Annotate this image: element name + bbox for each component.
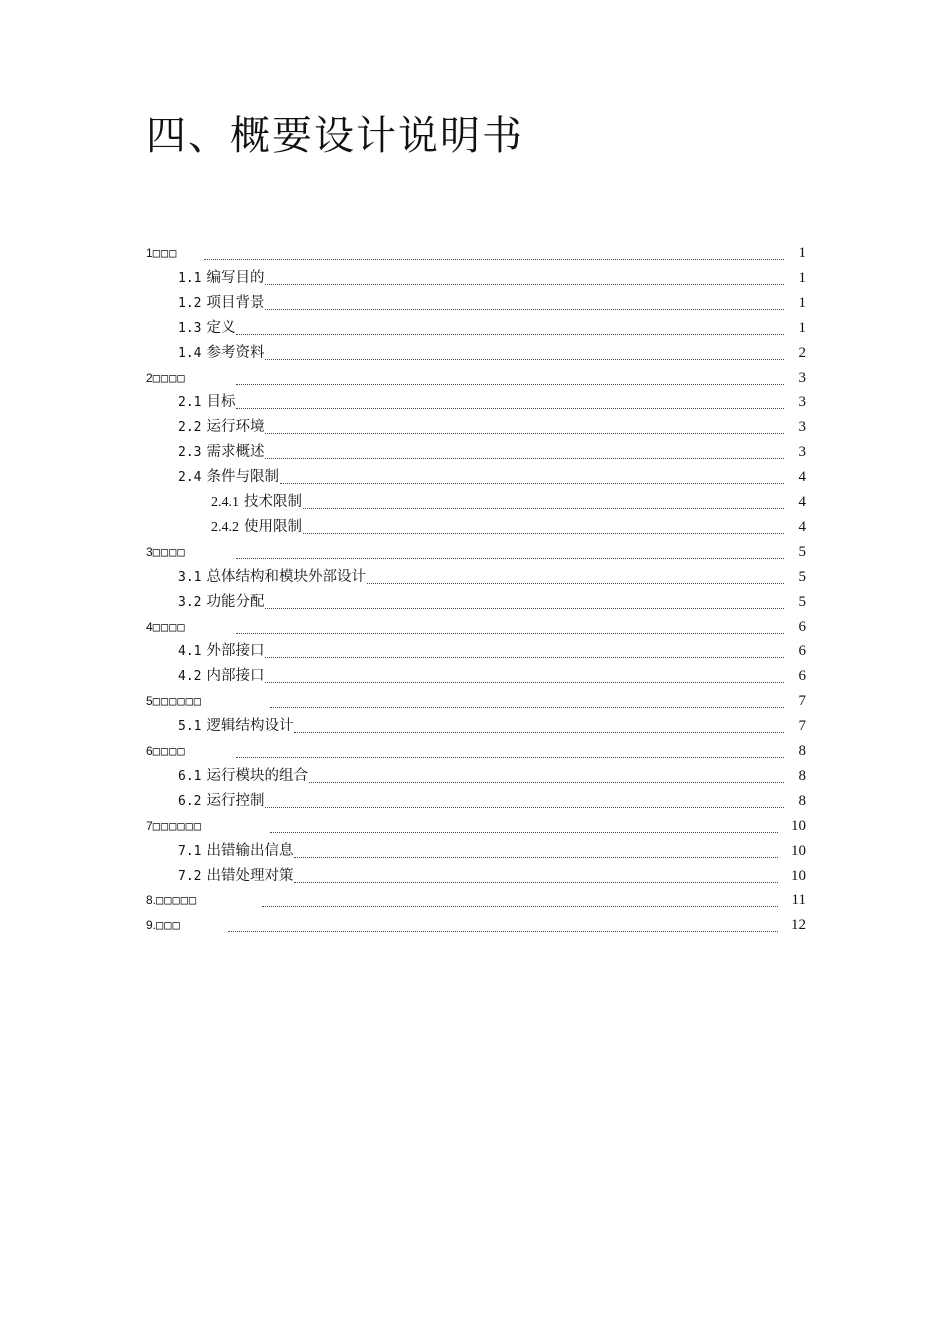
toc-entry-page-number: 4 [798,494,806,510]
toc-entry-label [146,888,197,912]
toc-entry-number: 4 [146,619,153,634]
toc-entry-number: 1.1 [178,270,202,286]
toc-entry[interactable] [0,266,950,290]
toc-entry-label [178,664,264,689]
toc-dot-leader [265,307,784,310]
toc-entry-title: □□□□□□ [152,694,203,709]
toc-entry-label [178,341,264,366]
toc-dot-leader [280,481,784,484]
toc-entry-number: 3.2 [178,594,202,610]
toc-dot-leader [265,805,784,808]
toc-entry-page-number: 10 [791,867,806,884]
toc-entry-title: 定义 [206,319,236,336]
toc-dot-leader [265,606,784,609]
toc-entry[interactable] [0,415,950,439]
toc-entry-number: 1.4 [178,345,202,361]
toc-entry-title: 条件与限制 [206,469,279,486]
toc-entry-label [178,465,279,490]
toc-dot-leader [270,705,784,708]
toc-dot-leader [265,655,784,658]
toc-entry-title: 总体结构和模块外部设计 [206,568,366,585]
toc-entry-page-number: 7 [798,693,806,710]
toc-entry-label [146,241,177,265]
toc-entry-label [178,266,264,291]
toc-entry-label [178,565,366,590]
toc-entry-number: 2 [146,370,153,385]
toc-entry-number: 7.1 [178,843,202,859]
toc-entry-page-number: 1 [798,294,806,311]
toc-entry[interactable] [0,639,950,663]
toc-entry[interactable] [0,291,950,315]
toc-dot-leader [236,332,784,335]
toc-entry-title: 目标 [206,394,236,411]
toc-entry-title: 技术限制 [244,494,302,510]
toc-entry-title: 编写目的 [206,269,265,286]
toc-entry[interactable] [0,615,950,639]
toc-entry-page-number: 5 [798,593,806,610]
toc-entry-number: 2.3 [178,445,202,461]
toc-entry-page-number: 2 [798,344,806,361]
toc-entry-title: □□□ [156,918,181,933]
toc-entry-number: 5.1 [178,719,202,735]
toc-entry-label [178,390,235,415]
toc-entry-number: 7.2 [178,868,202,884]
toc-entry[interactable] [0,888,950,912]
toc-entry-number: 7 [146,818,153,833]
toc-entry-page-number: 3 [798,444,806,461]
toc-entry-number: 1.2 [178,295,202,311]
toc-dot-leader [265,357,784,360]
toc-entry-number: 3 [146,544,153,559]
toc-entry[interactable] [0,864,950,888]
toc-entry[interactable] [0,913,950,937]
toc-entry-page-number: 10 [791,817,806,834]
toc-entry[interactable] [0,366,950,390]
toc-entry-label [211,490,302,515]
toc-entry-label [146,913,181,937]
toc-entry[interactable] [0,590,950,614]
toc-dot-leader [236,556,784,559]
toc-entry-label [146,689,202,713]
toc-entry[interactable] [0,714,950,738]
toc-entry-title: □□□□ [152,619,186,634]
toc-dot-leader [270,830,778,833]
toc-entry-title: 运行控制 [206,792,265,809]
toc-entry-title: 出错处理对策 [206,867,294,884]
toc-entry[interactable] [0,814,950,838]
toc-dot-leader [309,780,784,783]
toc-entry-page-number: 6 [798,618,806,635]
toc-entry[interactable] [0,390,950,414]
toc-entry-number: 4.1 [178,644,202,660]
toc-entry-title: □□□□ [152,370,186,385]
toc-entry-title: □□□ [152,246,178,260]
toc-entry-number: 6.1 [178,768,202,784]
toc-entry-title: 逻辑结构设计 [206,718,294,735]
toc-entry-number: 1.3 [178,320,202,336]
toc-entry[interactable] [0,341,950,365]
toc-entry[interactable] [0,689,950,713]
toc-entry-title: 需求概述 [206,444,265,461]
toc-entry-title: 项目背景 [206,294,265,311]
toc-entry-number: 2.4.1 [211,495,239,510]
document-title: 四、概要设计说明书 [146,113,524,159]
toc-dot-leader [204,257,784,260]
toc-entry-title: 运行模块的组合 [206,767,308,784]
toc-entry-page-number: 8 [798,767,806,784]
toc-entry-title: 参考资料 [206,344,265,361]
toc-entry[interactable] [0,565,950,589]
toc-entry-page-number: 3 [798,419,806,436]
toc-entry-page-number: 4 [798,469,806,486]
toc-entry-title: 使用限制 [244,518,302,535]
toc-entry-page-number: 1 [798,319,806,336]
toc-entry-title: 功能分配 [206,593,265,610]
toc-entry-title: 运行环境 [206,419,265,436]
toc-dot-leader [303,531,784,534]
toc-dot-leader [236,631,784,634]
toc-entry-label [146,615,186,639]
toc-entry-label [178,789,264,814]
toc-entry[interactable] [0,739,950,763]
toc-dot-leader [265,680,784,683]
toc-entry-page-number: 12 [791,917,806,934]
toc-entry-number: 1 [146,246,153,260]
toc-entry-number: 2.1 [178,395,202,411]
toc-entry-label [146,739,186,763]
toc-entry-number: 6 [146,744,153,758]
toc-dot-leader [303,506,784,509]
toc-entry-number: 8. [146,893,157,908]
toc-entry-label [178,864,293,889]
toc-entry-page-number: 7 [798,718,806,735]
toc-entry-label [146,366,186,390]
toc-dot-leader [262,904,778,907]
toc-entry-page-number: 3 [798,369,806,386]
toc-entry-label [146,814,202,838]
toc-entry-label [178,714,293,739]
toc-dot-leader [236,406,784,409]
toc-dot-leader [265,282,784,285]
toc-entry-page-number: 6 [798,668,806,685]
toc-entry[interactable] [0,540,950,564]
toc-dot-leader [236,755,784,758]
toc-entry[interactable] [0,465,950,489]
toc-entry[interactable] [0,241,950,265]
toc-entry-page-number: 11 [791,892,806,909]
toc-entry-number: 4.2 [178,669,202,685]
toc-entry-number: 2.2 [178,420,202,436]
toc-entry-page-number: 1 [798,269,806,286]
toc-entry-page-number: 4 [798,518,806,535]
toc-entry-number: 9. [146,918,157,933]
toc-entry-number: 5 [146,694,153,709]
toc-entry-number: 6.2 [178,793,202,809]
toc-entry-page-number: 3 [798,394,806,411]
toc-entry-label [178,440,264,465]
toc-entry-label [146,540,186,564]
toc-entry-title: □□□□□ [156,893,198,908]
toc-entry-label [178,316,235,341]
toc-entry[interactable] [0,515,950,539]
toc-entry-number: 2.4.2 [211,519,239,535]
toc-entry-label [178,839,293,864]
toc-entry-title: 出错输出信息 [206,842,294,859]
toc-dot-leader [294,730,784,733]
toc-dot-leader [294,880,778,883]
toc-entry-label [178,590,264,615]
toc-entry-label [211,515,302,540]
toc-entry-title: □□□□ [152,744,186,758]
toc-entry-page-number: 6 [798,643,806,660]
toc-entry[interactable] [0,789,950,813]
toc-entry-page-number: 5 [798,543,806,560]
toc-entry[interactable] [0,764,950,788]
toc-dot-leader [265,456,784,459]
toc-dot-leader [228,929,778,932]
toc-entry-label [178,291,264,316]
toc-entry-title: □□□□ [152,544,186,559]
toc-entry-label [178,415,264,440]
toc-entry-page-number: 5 [798,568,806,585]
toc-entry-page-number: 1 [798,245,806,261]
toc-entry-page-number: 8 [798,743,806,759]
toc-entry-page-number: 8 [798,792,806,809]
toc-entry-title: 外部接口 [206,643,265,660]
toc-entry-page-number: 10 [791,842,806,859]
toc-entry[interactable] [0,664,950,688]
toc-entry-title: □□□□□□ [152,818,203,833]
toc-entry-number: 3.1 [178,569,202,585]
toc-entry-title: 内部接口 [206,668,265,685]
toc-dot-leader [294,855,778,858]
toc-entry-number: 2.4 [178,470,202,486]
toc-entry[interactable] [0,440,950,464]
toc-entry-label [178,639,264,664]
toc-entry[interactable] [0,316,950,340]
toc-entry[interactable] [0,490,950,514]
toc-entry-label [178,764,308,789]
toc-dot-leader [265,431,784,434]
toc-dot-leader [367,581,784,584]
toc-dot-leader [236,382,784,385]
toc-entry[interactable] [0,839,950,863]
